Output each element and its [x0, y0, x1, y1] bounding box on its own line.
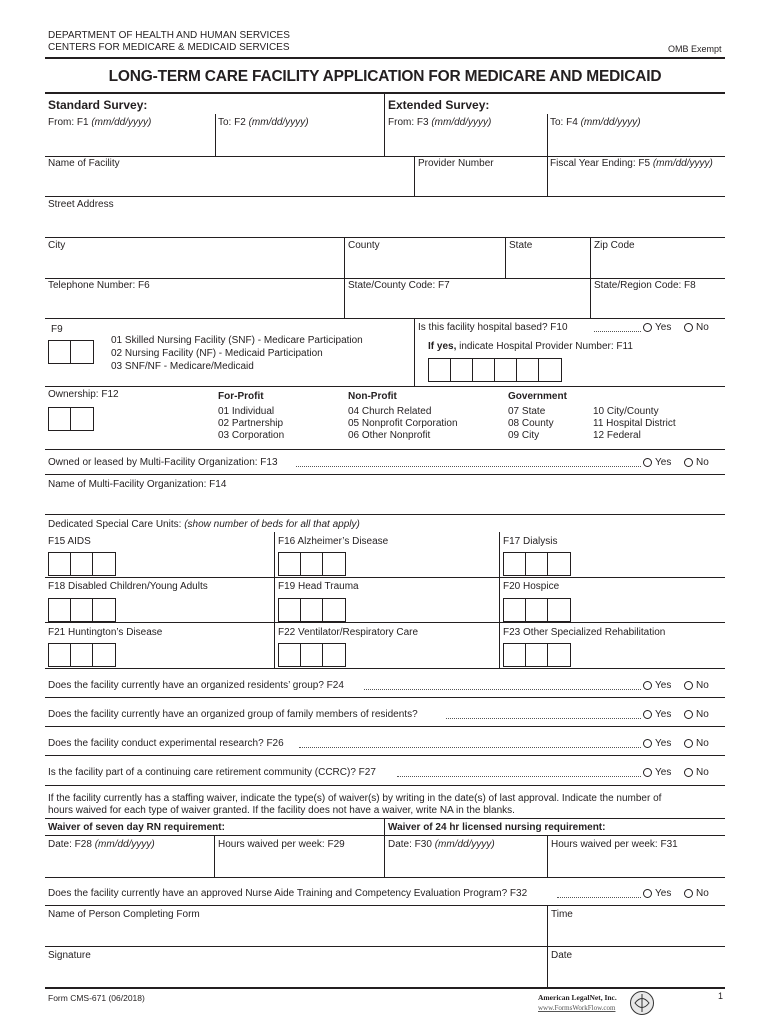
f18-label: F18 Disabled Children/Young Adults	[48, 581, 208, 592]
f10-no-radio[interactable]	[684, 323, 693, 332]
f21-label: F21 Huntington’s Disease	[48, 627, 163, 638]
f30-date-field[interactable]: Date: F30 (mm/dd/yyyy)	[388, 839, 495, 850]
rn-waiver-heading: Waiver of seven day RN requirement:	[48, 822, 225, 833]
f9-label: F9	[51, 324, 63, 335]
f13-yes-radio[interactable]	[643, 458, 652, 467]
f10-yes-label: Yes	[655, 322, 672, 333]
f9-code-boxes[interactable]	[48, 340, 94, 364]
ownership-option-02: 02 Partnership	[218, 418, 284, 429]
person-completing-field[interactable]: Name of Person Completing Form	[48, 909, 200, 920]
f13-no-label: No	[696, 457, 709, 468]
department-line-1: DEPARTMENT OF HEALTH AND HUMAN SERVICES	[48, 30, 290, 41]
f25-question: Does the facility currently have an organized group of family members of residents?	[48, 709, 418, 720]
ownership-option-05: 05 Nonprofit Corporation	[348, 418, 458, 429]
city-field[interactable]: City	[48, 240, 66, 251]
hospital-based-question: Is this facility hospital based? F10	[418, 322, 568, 333]
ownership-option-10: 10 City/County	[593, 406, 659, 417]
hospital-provider-instruction: If yes, indicate Hospital Provider Number: F11	[428, 341, 633, 352]
f25-no-radio[interactable]	[684, 710, 693, 719]
standard-survey-label: Standard Survey:	[48, 98, 148, 112]
f26-question: Does the facility conduct experimental research? F26	[48, 738, 284, 749]
f29-hours-field[interactable]: Hours waived per week: F29	[218, 839, 345, 850]
f24-question: Does the facility currently have an organized residents’ group? F24	[48, 680, 344, 691]
multi-facility-question: Owned or leased by Multi-Facility Organization: F13	[48, 457, 278, 468]
telephone-field[interactable]: Telephone Number: F6	[48, 280, 150, 291]
f32-yes-label: Yes	[655, 888, 672, 899]
f9-option-02: 02 Nursing Facility (NF) - Medicaid Participation	[111, 348, 323, 359]
ownership-option-07: 07 State	[508, 406, 546, 417]
ownership-option-08: 08 County	[508, 418, 554, 429]
page-number: 1	[718, 991, 724, 1001]
f26-yes-label: Yes	[655, 738, 672, 749]
f19-boxes[interactable]	[278, 598, 346, 622]
for-profit-heading: For-Profit	[218, 391, 264, 402]
f21-boxes[interactable]	[48, 643, 116, 667]
f20-boxes[interactable]	[503, 598, 571, 622]
f19-label: F19 Head Trauma	[278, 581, 359, 592]
signature-field[interactable]: Signature	[48, 950, 91, 961]
from-f3-label[interactable]: From: F3 (mm/dd/yyyy)	[388, 117, 492, 128]
f26-yes-radio[interactable]	[643, 739, 652, 748]
omb-exempt: OMB Exempt	[668, 44, 722, 54]
ownership-option-06: 06 Other Nonprofit	[348, 430, 431, 441]
government-heading: Government	[508, 391, 567, 402]
f18-boxes[interactable]	[48, 598, 116, 622]
f11-provider-boxes[interactable]	[428, 358, 562, 382]
multi-facility-name-field[interactable]: Name of Multi-Facility Organization: F14	[48, 479, 227, 490]
f9-option-01: 01 Skilled Nursing Facility (SNF) - Medicare Participation	[111, 335, 363, 346]
f22-boxes[interactable]	[278, 643, 346, 667]
ownership-option-01: 01 Individual	[218, 406, 275, 417]
waiver-instruction-line-2: hours waived for each type of waiver granted. If the facility does not have a waiver, write NA in the blanks.	[48, 805, 515, 816]
f27-question: Is the facility part of a continuing care retirement community (CCRC)? F27	[48, 767, 376, 778]
f17-label: F17 Dialysis	[503, 536, 558, 547]
f27-yes-radio[interactable]	[643, 768, 652, 777]
f22-label: F22 Ventilator/Respiratory Care	[278, 627, 419, 638]
globe-icon	[630, 991, 654, 1015]
ownership-option-12: 12 Federal	[593, 430, 641, 441]
f32-yes-radio[interactable]	[643, 889, 652, 898]
f10-no-label: No	[696, 322, 709, 333]
f13-no-radio[interactable]	[684, 458, 693, 467]
form-title: LONG-TERM CARE FACILITY APPLICATION FOR MEDICARE AND MEDICAID	[108, 68, 662, 85]
f27-yes-label: Yes	[655, 767, 672, 778]
facility-name-field[interactable]: Name of Facility	[48, 158, 120, 169]
ownership-option-04: 04 Church Related	[348, 406, 432, 417]
f24-yes-radio[interactable]	[643, 681, 652, 690]
provider-number-field[interactable]: Provider Number	[418, 158, 494, 169]
street-address-field[interactable]: Street Address	[48, 199, 114, 210]
f16-label: F16 Alzheimer’s Disease	[278, 536, 389, 547]
zip-code-field[interactable]: Zip Code	[594, 240, 635, 251]
watermark-badge	[534, 990, 658, 1016]
f15-boxes[interactable]	[48, 552, 116, 576]
f10-yes-radio[interactable]	[643, 323, 652, 332]
f13-yes-label: Yes	[655, 457, 672, 468]
f23-boxes[interactable]	[503, 643, 571, 667]
to-f4-label[interactable]: To: F4 (mm/dd/yyyy)	[550, 117, 641, 128]
f15-label: F15 AIDS	[48, 536, 91, 547]
f26-no-radio[interactable]	[684, 739, 693, 748]
f27-no-label: No	[696, 767, 709, 778]
form-number: Form CMS-671 (06/2018)	[48, 993, 145, 1003]
waiver-instruction-line-1: If the facility currently has a staffing waiver, indicate the type(s) of waiver(s) by writing in the date(s) of last approval. Indicate the number of	[48, 793, 662, 804]
non-profit-heading: Non-Profit	[348, 391, 397, 402]
f27-no-radio[interactable]	[684, 768, 693, 777]
f32-no-radio[interactable]	[684, 889, 693, 898]
f32-no-label: No	[696, 888, 709, 899]
ownership-option-09: 09 City	[508, 430, 540, 441]
f25-no-label: No	[696, 709, 709, 720]
state-region-code-field[interactable]: State/Region Code: F8	[594, 280, 696, 291]
fiscal-year-field[interactable]: Fiscal Year Ending: F5 (mm/dd/yyyy)	[550, 158, 713, 169]
licensed-waiver-heading: Waiver of 24 hr licensed nursing requirement:	[388, 822, 606, 833]
f32-question: Does the facility currently have an approved Nurse Aide Training and Competency Evaluation Program? F32	[48, 888, 528, 899]
f31-hours-field[interactable]: Hours waived per week: F31	[551, 839, 678, 850]
f12-code-boxes[interactable]	[48, 407, 94, 431]
state-field[interactable]: State	[509, 240, 533, 251]
f28-date-field[interactable]: Date: F28 (mm/dd/yyyy)	[48, 839, 155, 850]
f23-label: F23 Other Specialized Rehabilitation	[503, 627, 666, 638]
special-care-units-heading: Dedicated Special Care Units: (show number of beds for all that apply)	[48, 519, 360, 530]
f26-no-label: No	[696, 738, 709, 749]
f25-yes-radio[interactable]	[643, 710, 652, 719]
ownership-option-11: 11 Hospital District	[593, 418, 676, 429]
time-field[interactable]: Time	[551, 909, 573, 920]
to-f2-label[interactable]: To: F2 (mm/dd/yyyy)	[218, 117, 309, 128]
f9-option-03: 03 SNF/NF - Medicare/Medicaid	[111, 361, 254, 372]
f17-boxes[interactable]	[503, 552, 571, 576]
f25-yes-label: Yes	[655, 709, 672, 720]
f20-label: F20 Hospice	[503, 581, 560, 592]
f24-no-label: No	[696, 680, 709, 691]
department-line-2: CENTERS FOR MEDICARE & MEDICAID SERVICES	[48, 42, 290, 53]
extended-survey-label: Extended Survey:	[388, 98, 490, 112]
f24-no-radio[interactable]	[684, 681, 693, 690]
ownership-label: Ownership: F12	[48, 389, 119, 400]
county-field[interactable]: County	[348, 240, 380, 251]
state-county-code-field[interactable]: State/County Code: F7	[348, 280, 450, 291]
f16-boxes[interactable]	[278, 552, 346, 576]
date-field[interactable]: Date	[551, 950, 573, 961]
watermark-company: American LegalNet, Inc.	[538, 993, 617, 1002]
ownership-option-03: 03 Corporation	[218, 430, 285, 441]
from-f1-label[interactable]: From: F1 (mm/dd/yyyy)	[48, 117, 152, 128]
f24-yes-label: Yes	[655, 680, 672, 691]
watermark-url: www.FormsWorkFlow.com	[538, 1004, 616, 1012]
